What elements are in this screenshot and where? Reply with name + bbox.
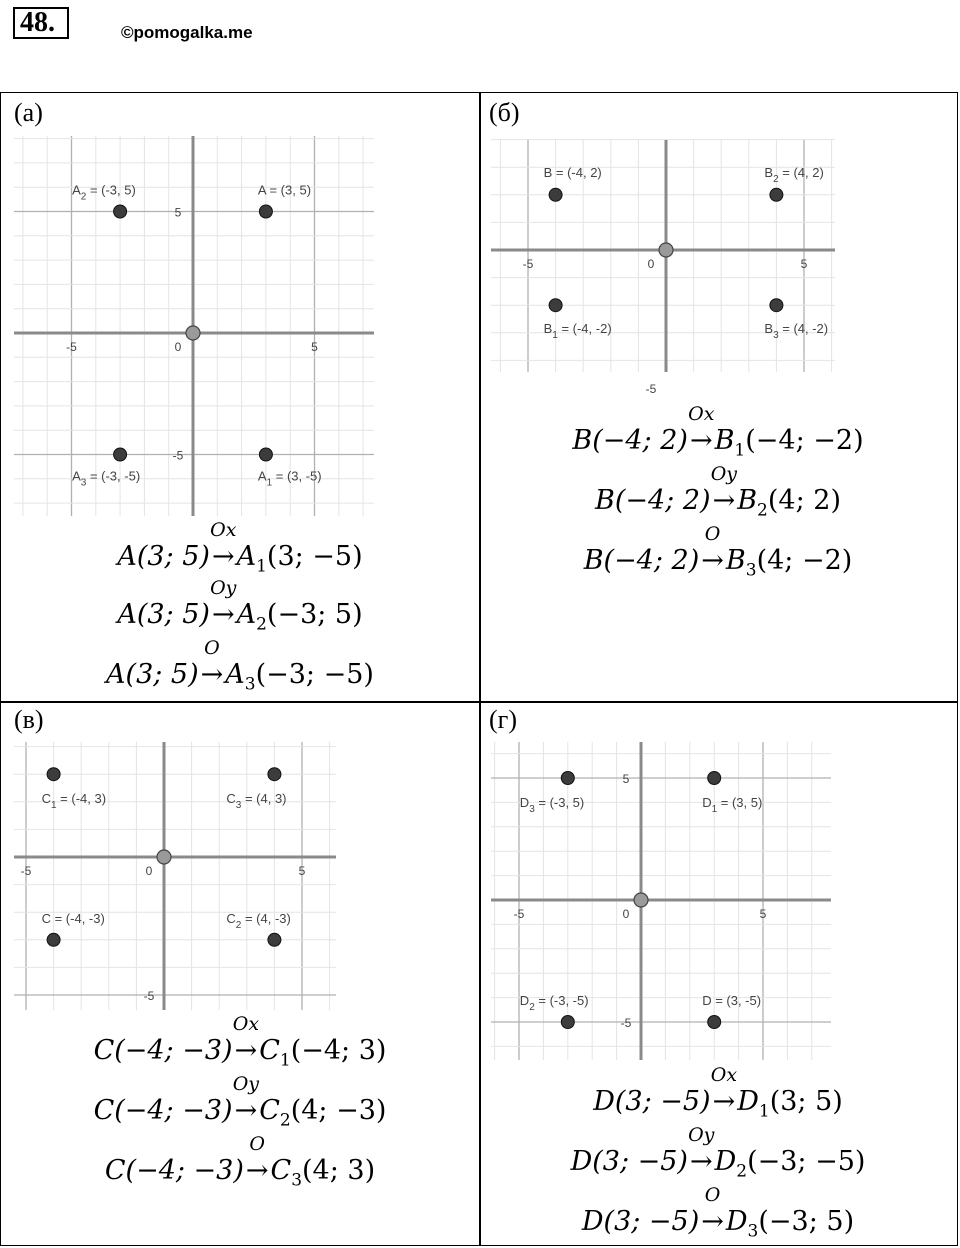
problem-number: 48.	[13, 7, 69, 39]
formula-source: D(3; −5)	[593, 1086, 711, 1117]
arrow-icon: → Ox	[688, 403, 715, 456]
data-point	[47, 933, 60, 946]
data-point	[708, 1016, 721, 1029]
data-point	[114, 448, 127, 461]
formula-image-point: C	[270, 1155, 292, 1186]
transform-formula: D(3; −5)→ Oy $D_2(-3$; −5)	[570, 1124, 866, 1182]
transform-formula: A(3; 5)→ O $A_3(-3$; −5)	[106, 637, 374, 695]
data-point	[770, 188, 783, 201]
origin-point	[157, 850, 171, 864]
origin-point	[186, 326, 200, 340]
transform-formula: C(−4; −3)→ Oy $C_2(4$; −3)	[93, 1073, 387, 1131]
formula-image-point: C	[259, 1095, 280, 1126]
arrow-icon: → O	[701, 1184, 724, 1237]
transform-axis-label: Oy	[710, 463, 738, 485]
formula-image-point: D	[714, 1146, 737, 1177]
formula-source: C(−4; −3)	[104, 1155, 244, 1186]
point-label: B = (-4, 2)	[543, 164, 602, 180]
transform-axis-label: O	[249, 1133, 265, 1155]
tick-label-x-pos: 5	[800, 257, 808, 271]
data-point	[268, 768, 281, 781]
tick-label-y-pos: 5	[622, 772, 630, 786]
data-point	[561, 1016, 574, 1029]
formula-source: D(3; −5)	[581, 1206, 700, 1237]
tick-label-y-neg: -5	[172, 448, 184, 463]
transform-formula: C(−4; −3)→ O $C_3(4$; 3)	[104, 1133, 376, 1191]
plot-a	[14, 136, 374, 516]
point-label: A = (3, 5)	[257, 182, 312, 198]
formula-image-point: D	[725, 1206, 748, 1237]
point-label: $B_2 = (4$, 2)	[764, 164, 824, 185]
tick-label-x-pos: 5	[759, 907, 767, 921]
formula-source: B(−4; 2)	[583, 545, 700, 576]
point-label: $D_1 = (3$, 5)	[702, 795, 763, 815]
transform-axis-label: Ox	[688, 403, 715, 425]
transform-axis-label: Ox	[232, 1013, 260, 1035]
arrow-icon: → Ox	[232, 1013, 260, 1066]
data-point	[770, 299, 783, 312]
formula-image-point: A	[236, 599, 257, 630]
data-point	[561, 772, 574, 785]
arrow-icon: → Oy	[688, 1124, 715, 1177]
point-label: $B_3 = (4$, -2)	[764, 321, 829, 342]
formula-source: A(3; 5)	[117, 599, 210, 630]
transform-formula: A(3; 5)→ Ox $A_1(3$; −5)	[117, 519, 363, 577]
point-label: $A_2 = (-3$, 5)	[72, 182, 136, 203]
formula-image-point: B	[714, 425, 735, 456]
formula-image-point: C	[259, 1035, 280, 1066]
data-point	[549, 299, 562, 312]
transform-formula: B(−4; 2)→ Ox $B_1(-4$; −2)	[572, 403, 864, 461]
origin-point	[634, 893, 648, 907]
cell-label-v: (в)	[14, 705, 44, 734]
data-point	[259, 448, 272, 461]
tick-label-x-pos: 5	[298, 864, 306, 878]
tick-label-x-pos: 5	[311, 340, 318, 354]
data-point	[549, 188, 562, 201]
tick-label-y-neg: -5	[143, 989, 155, 1003]
data-point	[708, 772, 721, 785]
table-divider-horizontal	[0, 701, 958, 703]
point-label: $B_1 = (-4$, -2)	[543, 321, 612, 342]
transform-formula: C(−4; −3)→ Ox $C_1(-4$; 3)	[93, 1013, 387, 1071]
tick-label-y-neg: -5	[645, 382, 657, 396]
transform-axis-label: Oy	[232, 1073, 260, 1095]
plot-d	[491, 742, 831, 1060]
arrow-icon: → Oy	[210, 577, 237, 630]
formula-source: C(−4; −3)	[93, 1035, 233, 1066]
cell-label-b: (б)	[489, 98, 520, 127]
arrow-icon: → Ox	[710, 1064, 738, 1117]
point-label: $A_1 = (3$, -5)	[257, 468, 322, 489]
formula-source: B(−4; 2)	[595, 485, 711, 516]
point-label: $D_2 = (-3$, -5)	[519, 993, 589, 1013]
formula-source: A(3; 5)	[117, 541, 210, 572]
transform-formula: A(3; 5)→ Oy $A_2(-3$; 5)	[117, 577, 363, 635]
site-watermark: ©pomogalka.me	[121, 23, 253, 42]
cell-label-a: (а)	[14, 98, 43, 127]
data-point	[268, 933, 281, 946]
plot-b	[491, 140, 835, 396]
data-point	[114, 205, 127, 218]
cell-label-g: (г)	[489, 705, 517, 734]
point-label: $C_2 = (4$, -3)	[226, 910, 291, 931]
point-label: D = (3, -5)	[702, 993, 762, 1008]
tick-label-origin: 0	[145, 864, 153, 878]
formula-source: A(3; 5)	[106, 659, 199, 690]
tick-label-origin: 0	[174, 340, 182, 354]
tick-label-x-neg: -5	[513, 907, 525, 921]
arrow-icon: → O	[701, 523, 724, 576]
transform-formula: D(3; −5)→ O $D_3(-3$; 5)	[581, 1184, 855, 1242]
data-point	[47, 768, 60, 781]
arrow-icon: → Oy	[232, 1073, 260, 1126]
transform-formula: B(−4; 2)→ O $B_3(4$; −2)	[583, 523, 853, 581]
point-label: $C_3 = (4$, 3)	[226, 791, 287, 812]
formula-image-point: B	[737, 485, 758, 516]
tick-label-x-neg: -5	[66, 340, 77, 354]
tick-label-y-neg: -5	[620, 1016, 632, 1030]
transform-axis-label: Ox	[210, 519, 237, 541]
transform-formula: B(−4; 2)→ Oy $B_2(4$; 2)	[595, 463, 841, 521]
formula-image-point: D	[737, 1086, 759, 1117]
tick-label-origin: 0	[622, 907, 630, 921]
transform-axis-label: O	[704, 1184, 721, 1206]
formula-image-point: A	[225, 659, 245, 690]
tick-label-x-neg: -5	[522, 257, 534, 271]
formula-image-point: B	[725, 545, 746, 576]
tick-label-y-pos: 5	[174, 205, 182, 220]
transform-formula: D(3; −5)→ Ox $D_1(3$; 5)	[593, 1064, 843, 1122]
transform-axis-label: Oy	[688, 1124, 715, 1146]
table-divider-vertical	[479, 92, 481, 1246]
arrow-icon: → O	[245, 1133, 269, 1186]
data-point	[259, 205, 272, 218]
plot-c	[14, 742, 336, 1010]
formula-source: B(−4; 2)	[572, 425, 688, 456]
formula-source: D(3; −5)	[570, 1146, 688, 1177]
transform-axis-label: Ox	[710, 1064, 738, 1086]
transform-axis-label: O	[704, 523, 721, 545]
point-label: C = (-4, -3)	[41, 910, 105, 926]
arrow-icon: → Oy	[710, 463, 738, 516]
tick-label-origin: 0	[647, 257, 655, 271]
formula-source: C(−4; −3)	[93, 1095, 233, 1126]
arrow-icon: → O	[200, 637, 224, 690]
tick-label-x-neg: -5	[20, 864, 32, 878]
point-label: $D_3 = (-3$, 5)	[519, 795, 585, 815]
point-label: $C_1 = (-4$, 3)	[41, 791, 107, 812]
transform-axis-label: Oy	[210, 577, 237, 599]
transform-axis-label: O	[204, 637, 220, 659]
formula-image-point: A	[236, 541, 257, 572]
arrow-icon: → Ox	[210, 519, 237, 572]
point-label: $A_3 = (-3$, -5)	[72, 468, 141, 489]
origin-point	[659, 243, 673, 257]
